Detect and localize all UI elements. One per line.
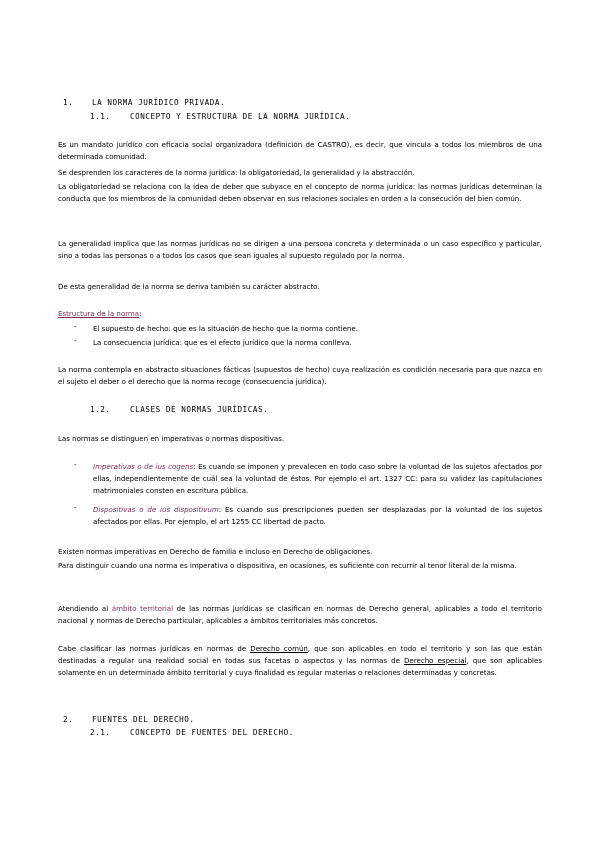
derecho-comun-term: Derecho común	[250, 644, 308, 653]
heading-2-title: FUENTES DEL DERECHO.	[92, 715, 195, 724]
heading-1-1	[90, 112, 351, 121]
paragraph-ambito: Atendiendo al ámbito territorial de las normas jurídicas se clasifican en normas de Derecho general, aplicables a todo el territorio nacional y normas de Derecho particular, aplicables a ámbitos territoriales más concretos.	[58, 604, 542, 625]
paragraph-comun-especial: Cabe clasificar las normas jurídicas en normas de Derecho común, que son aplicables en todo el territorio y son las que están destinadas a regular una realidad social en todas sus facetas o aspectos y las normas de Derecho especial, que son aplicables solamente en un determinado ámbito territorial y cuya finalidad es regular materias o relaciones determinadas y concretas.	[58, 644, 543, 677]
heading-1-2	[90, 405, 269, 414]
paragraph-distinguen: Las normas se distinguen en imperativas o normas dispositivas.	[58, 434, 285, 443]
term-dispositivas: Dispositivas o de ius dispositivum	[93, 505, 219, 514]
paragraph-generalidad: La generalidad implica que las normas jurídicas no se dirigen a una persona concreta y determinada o un caso específico y particular, sino a todas las personas o a todos los casos que sean iguales al supuesto regulado por la norma.	[58, 239, 542, 260]
paragraph-abstracto: De esta generalidad de la norma se deriva también su carácter abstracto.	[58, 282, 320, 291]
derecho-especial-term: Derecho especial	[404, 655, 467, 665]
list-item-text: El supuesto de hecho: que es la situación de hecho que la norma contiene.	[93, 324, 358, 333]
heading-2-1-title: CONCEPTO DE FUENTES DEL DERECHO.	[130, 728, 294, 737]
ambito-territorial-highlight: ámbito territorial	[111, 604, 174, 613]
term-dispositivas-desc: : Es cuando sus prescripciones pueden ser desplazadas por la voluntad de los sujetos afectados por ellas. Por ejemplo, el art 1255 CC libertad de pacto.	[93, 505, 543, 526]
heading-1-2-title: CLASES DE NORMAS JURÍDICAS.	[130, 405, 269, 414]
list-item-text: La consecuencia jurídica: que es el efecto jurídico que la norma conlleva.	[93, 338, 352, 347]
paragraph-obligatoriedad: La obligatoriedad se relaciona con la idea de deber que subyace en el concepto de norma jurídica: las normas jurídicas determinan la conducta que los miembros de la comunidad deben observar en sus relaciones sociales en orden a la consecución del bien común.	[58, 182, 542, 203]
heading-1-1-number: 1.1.	[90, 112, 111, 121]
heading-2-number: 2.	[63, 715, 74, 724]
term-imperativas-desc: : Es cuando se imponen y prevalecen en todo caso sobre la voluntad de los sujetos afectados por ellas, independientemente de cuál sea la voluntad de éstos. Por ejemplo el art. 1327 CC: para su validez las capitulaciones matrimoniales consten en escritura pública.	[93, 462, 542, 495]
heading-1-number: 1.	[63, 98, 74, 107]
list-item-text	[93, 461, 542, 496]
list-item	[74, 323, 542, 335]
paragraph-familia: Existen normas imperativas en Derecho de familia e incluso en Derecho de obligaciones.	[58, 547, 373, 556]
list-item	[74, 337, 542, 349]
estructura-heading	[58, 308, 542, 320]
paragraph-definicion: Es un mandato jurídico con eficacia social organizadora (definición de CASTRO), es decir, que vincula a todos los miembros de una determinada comunidad.	[58, 140, 542, 161]
list-item	[74, 504, 542, 528]
bullet-dash: -	[74, 337, 77, 345]
heading-2	[63, 715, 195, 724]
paragraph-contempla: La norma contempla en abstracto situaciones fácticas (supuestos de hecho) cuya realización es condición necesaria para que nazca en el sujeto el deber o el derecho que la norma recoge (consecuencia jurídica).	[58, 365, 542, 386]
paragraph-distinguir: Para distinguir cuando una norma es imperativa o dispositiva, en ocasiones, es suficiente con recurrir al tenor literal de la misma.	[58, 561, 517, 570]
estructura-colon: :	[139, 309, 142, 318]
heading-2-1-number: 2.1.	[90, 728, 111, 737]
heading-1	[63, 98, 226, 107]
estructura-title: Estructura de la norma	[58, 309, 140, 318]
bullet-dash: -	[74, 461, 77, 469]
term-imperativas: Imperativas o de ius cogens	[93, 462, 194, 471]
heading-1-1-title: CONCEPTO Y ESTRUCTURA DE LA NORMA JURÍDICA.	[130, 112, 351, 121]
bullet-dash: -	[74, 323, 77, 331]
paragraph-caracteres: Se desprenden los caracteres de la norma jurídica: la obligatoriedad, la generalidad y la abstracción.	[58, 168, 415, 177]
bullet-dash: -	[74, 504, 77, 512]
heading-2-1	[90, 728, 294, 737]
heading-1-title: LA NORMA JURÍDICO PRIVADA.	[92, 98, 226, 107]
list-item-text	[93, 504, 542, 528]
list-item	[74, 461, 542, 497]
heading-1-2-number: 1.2.	[90, 405, 111, 414]
